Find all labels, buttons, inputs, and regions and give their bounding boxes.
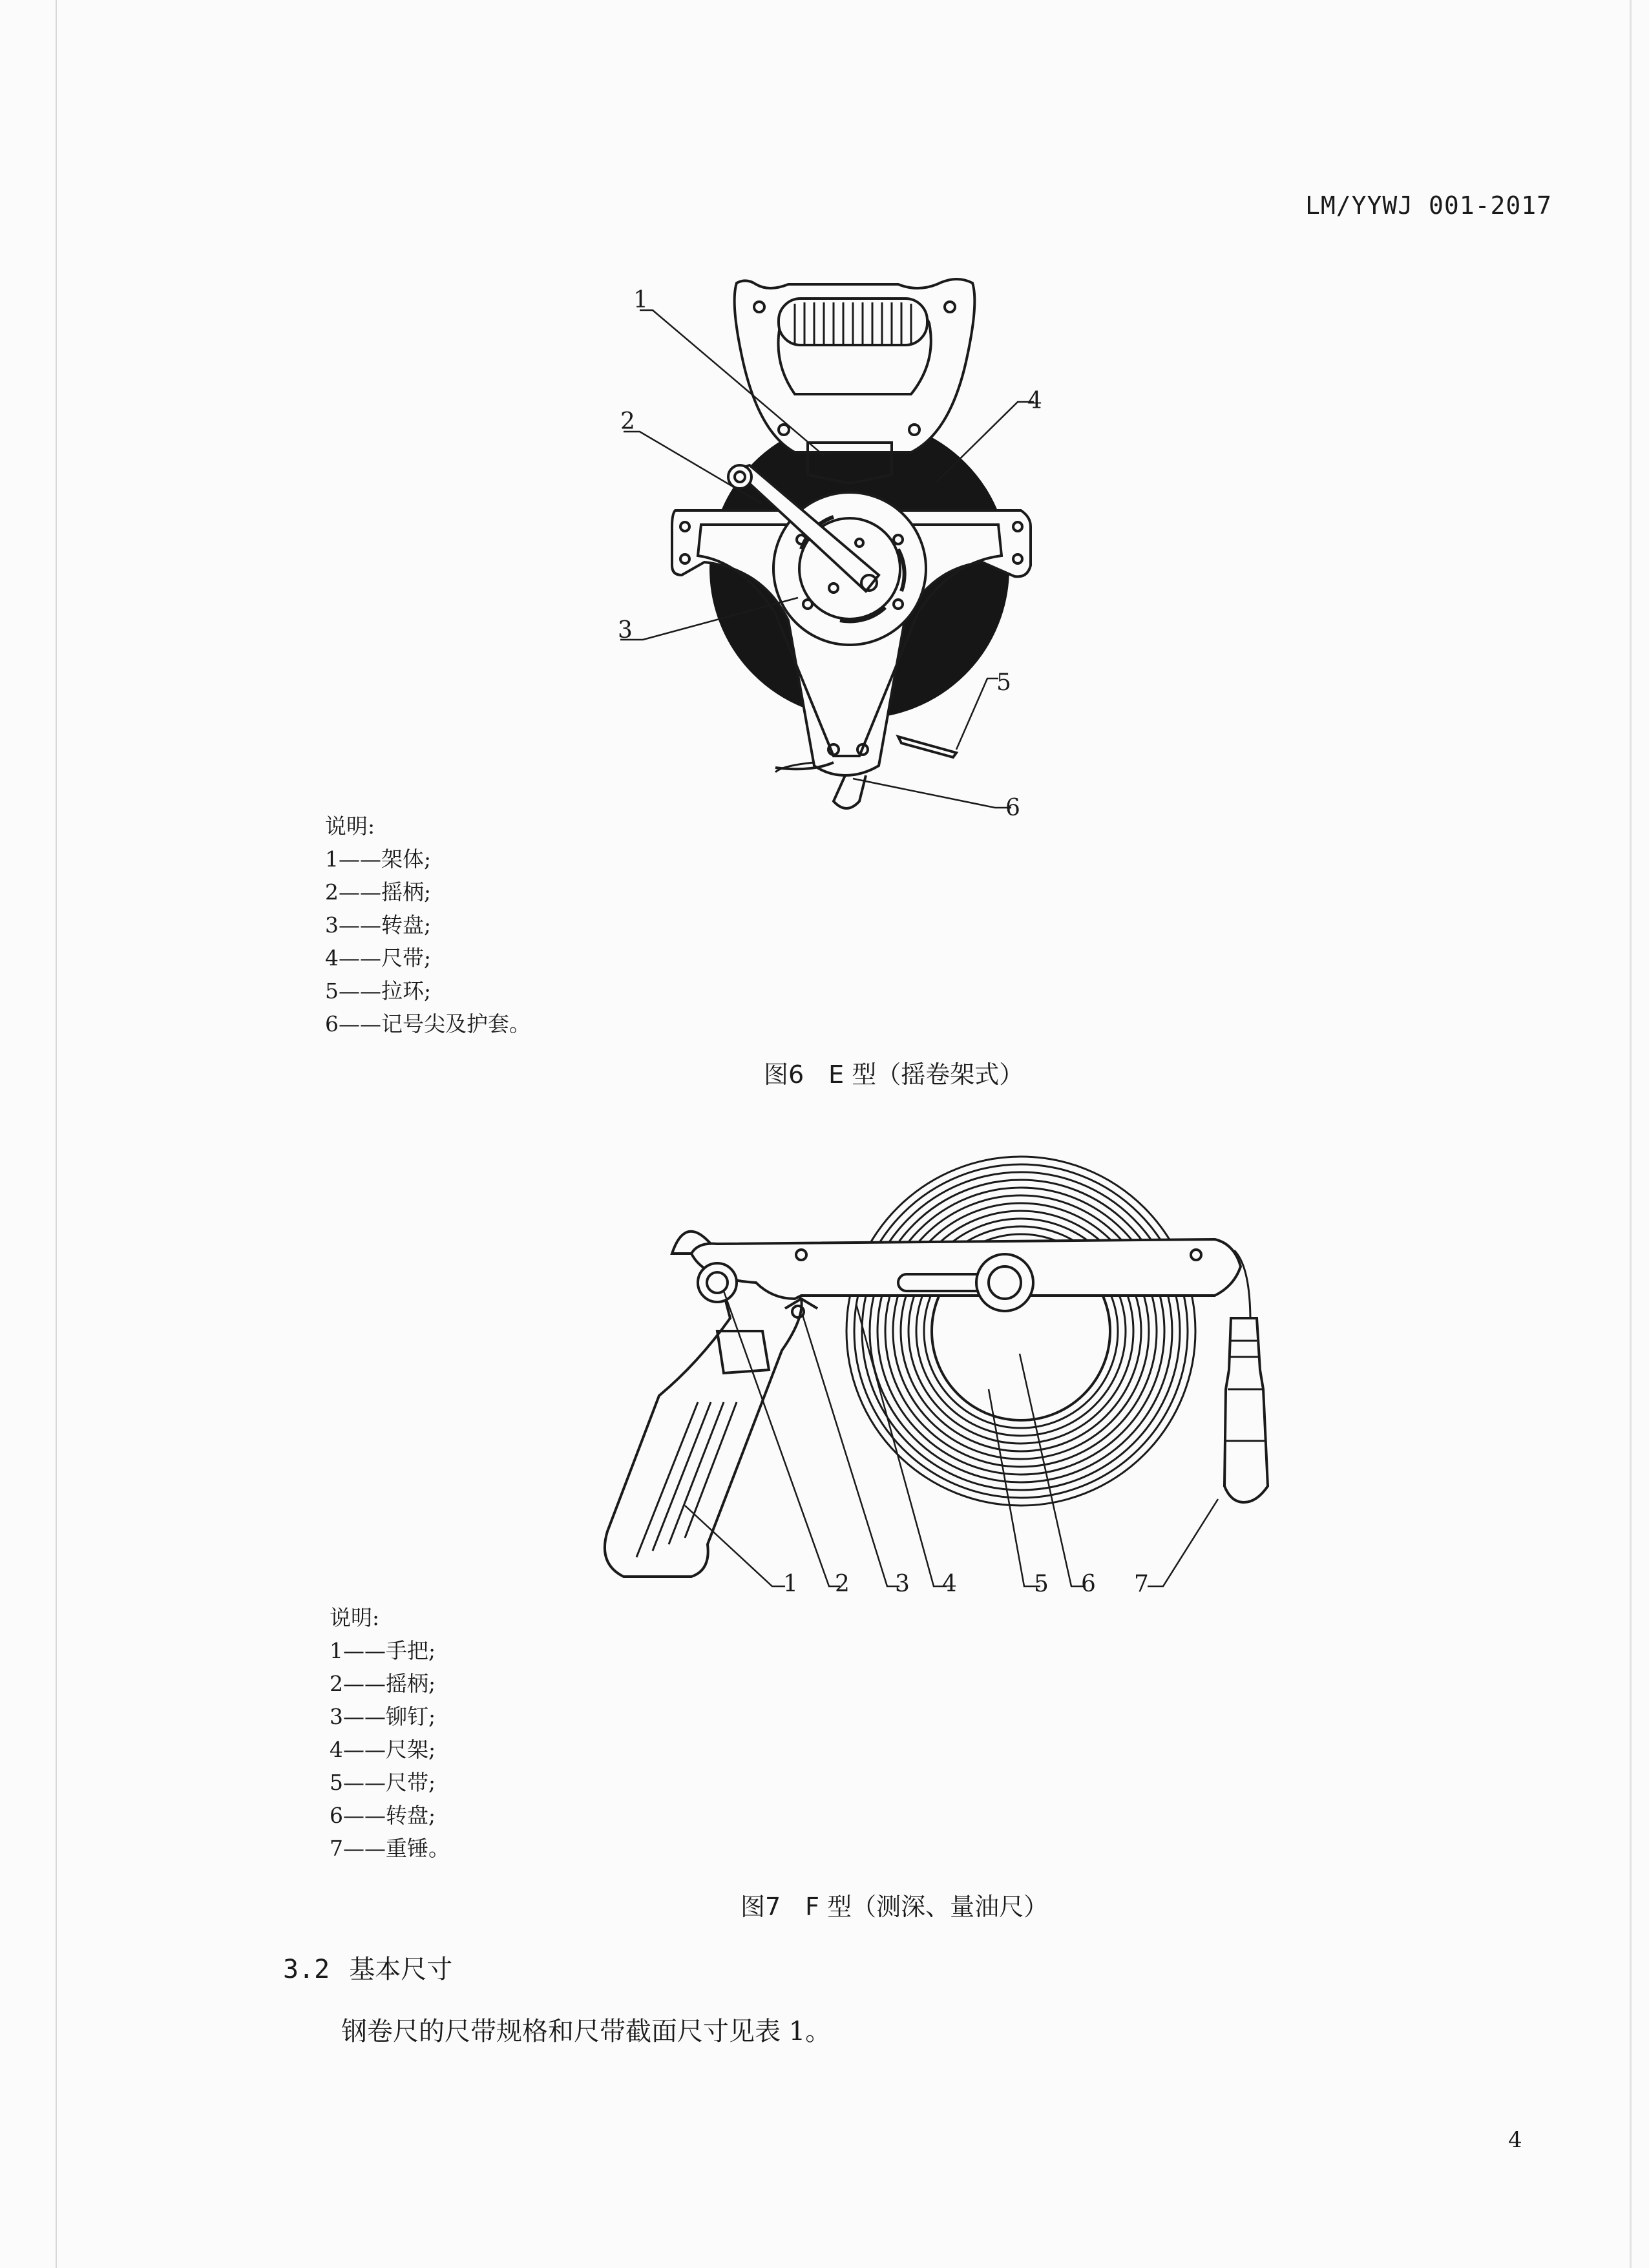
legend-item: 1——架体; [325,846,432,872]
legend-item: 2——摇柄; [325,879,432,905]
legend-item: 5——尺带; [330,1770,436,1795]
legend-item: 1——手把; [330,1638,436,1663]
fig6-callout-6: 6 [1005,795,1020,821]
fig6-callout-4: 4 [1027,388,1042,414]
crank-hub [976,1254,1033,1311]
legend-title: 说明: [325,814,375,839]
body-paragraph: 钢卷尺的尺带规格和尺带截面尺寸见表 1。 [341,2017,832,2046]
figure-7-drawing [0,1098,1649,1615]
legend-item: 4——尺架; [330,1737,436,1762]
legend-item: 7——重锤。 [330,1836,450,1861]
section-heading [283,1949,452,1986]
fig6-callout-3: 3 [618,617,633,644]
legend-title: 说明: [330,1605,380,1630]
fig7-callout-5: 5 [1034,1571,1049,1597]
legend-item: 3——铆钉; [330,1704,436,1729]
figure-6-drawing [0,0,1649,853]
section-title: 基本尺寸 [349,1955,453,1984]
plumb-bob [1224,1318,1268,1502]
legend-item: 5——拉环; [325,978,432,1003]
fig7-callout-3: 3 [895,1571,910,1597]
fig7-callout-4: 4 [942,1571,957,1597]
figure-6-legend [325,810,530,1040]
page-number: 4 [1508,2127,1522,2153]
legend-item: 3——转盘; [325,912,432,938]
fig7-callout-2: 2 [835,1571,850,1597]
pull-ring [898,737,956,757]
fig6-callout-1: 1 [633,287,648,313]
fig7-callout-7: 7 [1134,1571,1149,1597]
figure-7-legend [330,1601,450,1865]
legend-item: 6——记号尖及护套。 [325,1011,530,1036]
legend-item: 2——摇柄; [330,1671,436,1696]
figure-7-caption: 图7 F 型（测深、量油尺） [740,1893,1049,1921]
legend-item: 4——尺带; [325,945,432,971]
fig7-callout-6: 6 [1081,1571,1096,1597]
legend-item: 6——转盘; [330,1803,436,1828]
figure-6-caption: 图6 E 型（摇卷架式） [764,1060,1024,1089]
fig6-callout-2: 2 [620,408,635,435]
section-number: 3.2 [283,1955,330,1984]
fig6-callout-5: 5 [996,669,1011,696]
fig7-callout-1: 1 [783,1571,798,1597]
document-code: LM/YYWJ 001-2017 [1305,191,1553,220]
